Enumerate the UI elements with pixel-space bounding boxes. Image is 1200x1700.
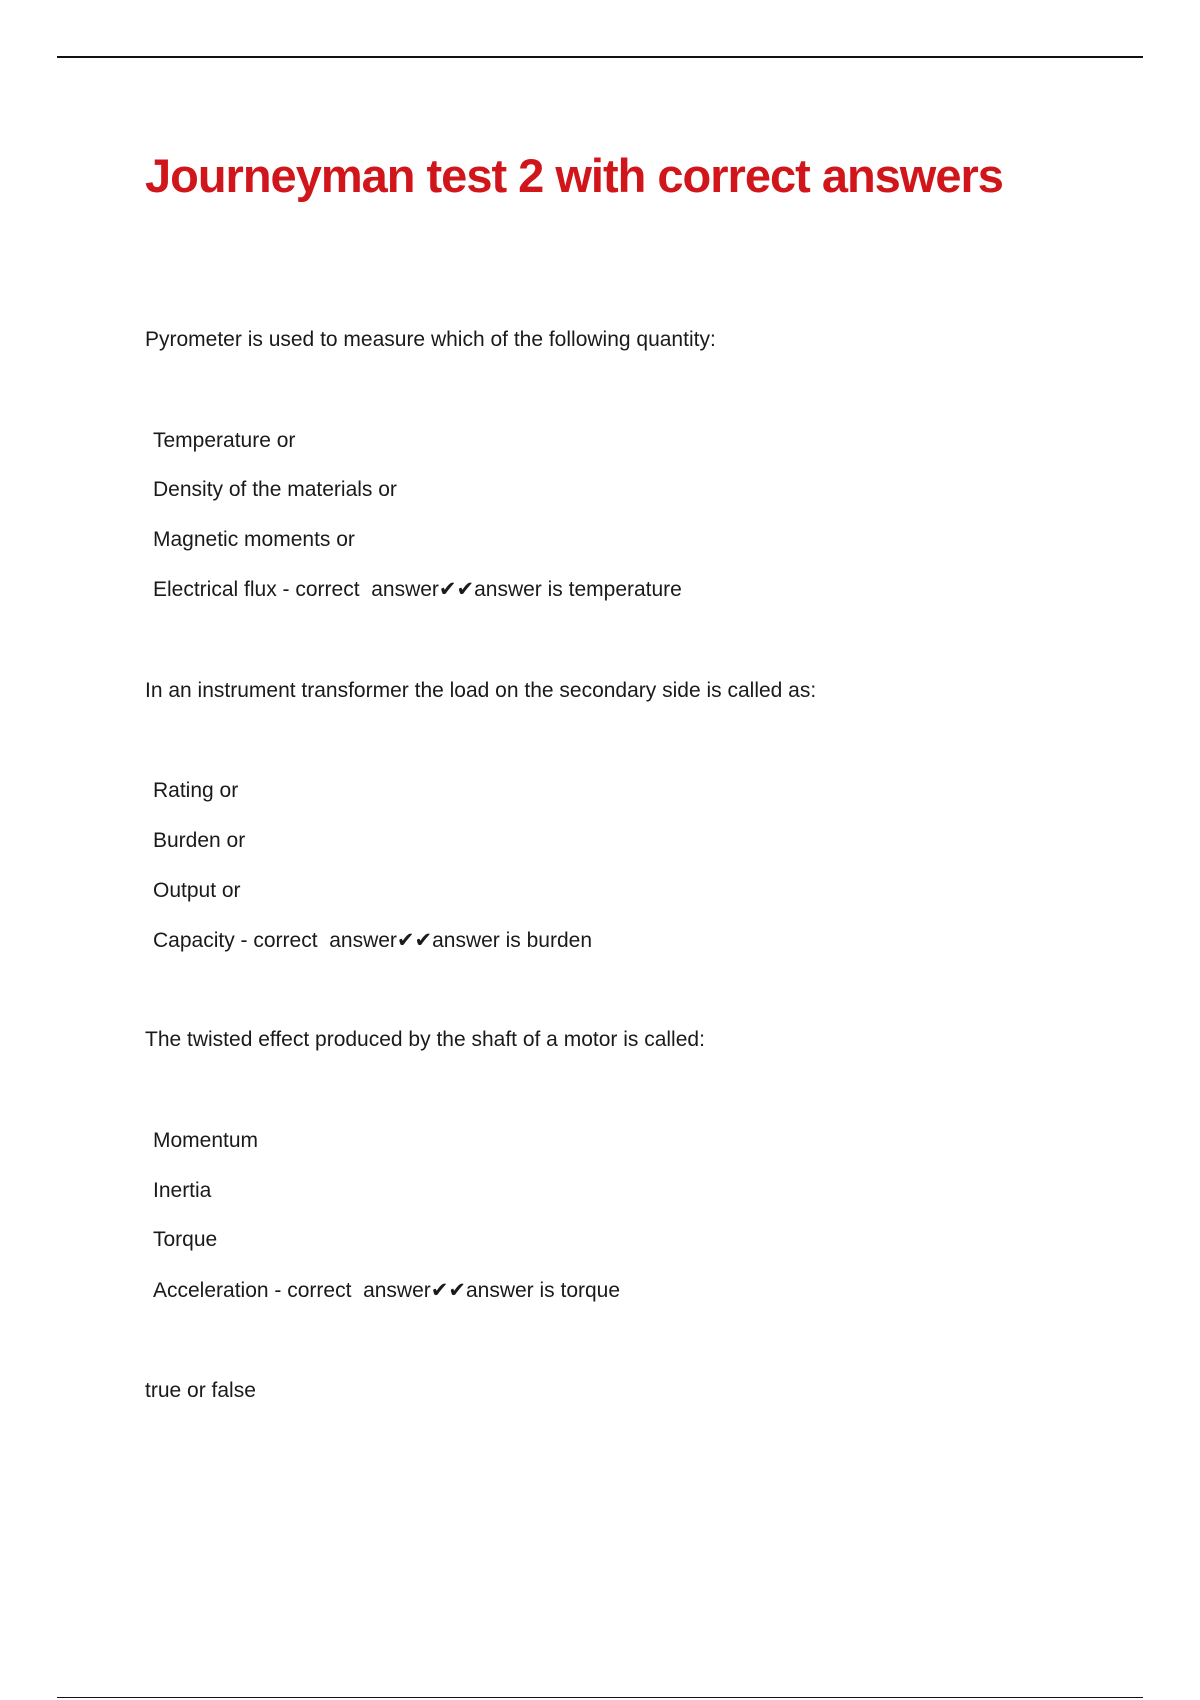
- top-rule: [57, 56, 1143, 58]
- question-2-option-2: Burden or: [153, 829, 246, 852]
- question-3-option-2: Inertia: [153, 1179, 212, 1202]
- question-4-text: true or false: [145, 1379, 256, 1402]
- question-2-option-3: Output or: [153, 879, 241, 902]
- bottom-rule: [57, 1697, 1143, 1698]
- question-3-option-4-answer: Acceleration - correct answer✔✔answer is torque: [153, 1279, 621, 1302]
- question-2-option-4-answer: Capacity - correct answer✔✔answer is burden: [153, 929, 593, 952]
- question-1-option-1: Temperature or: [153, 429, 296, 452]
- question-3-option-3: Torque: [153, 1228, 218, 1251]
- question-1-option-3: Magnetic moments or: [153, 528, 355, 551]
- question-3-option-1: Momentum: [153, 1129, 259, 1152]
- question-1-text: Pyrometer is used to measure which of the following quantity:: [145, 328, 716, 351]
- question-2-option-1: Rating or: [153, 779, 239, 802]
- question-3-text: The twisted effect produced by the shaft of a motor is called:: [145, 1028, 705, 1051]
- question-1-option-2: Density of the materials or: [153, 478, 397, 501]
- document-title: Journeyman test 2 with correct answers: [145, 149, 1003, 202]
- question-2-text: In an instrument transformer the load on the secondary side is called as:: [145, 679, 817, 702]
- question-1-option-4-answer: Electrical flux - correct answer✔✔answer is temperature: [153, 578, 682, 601]
